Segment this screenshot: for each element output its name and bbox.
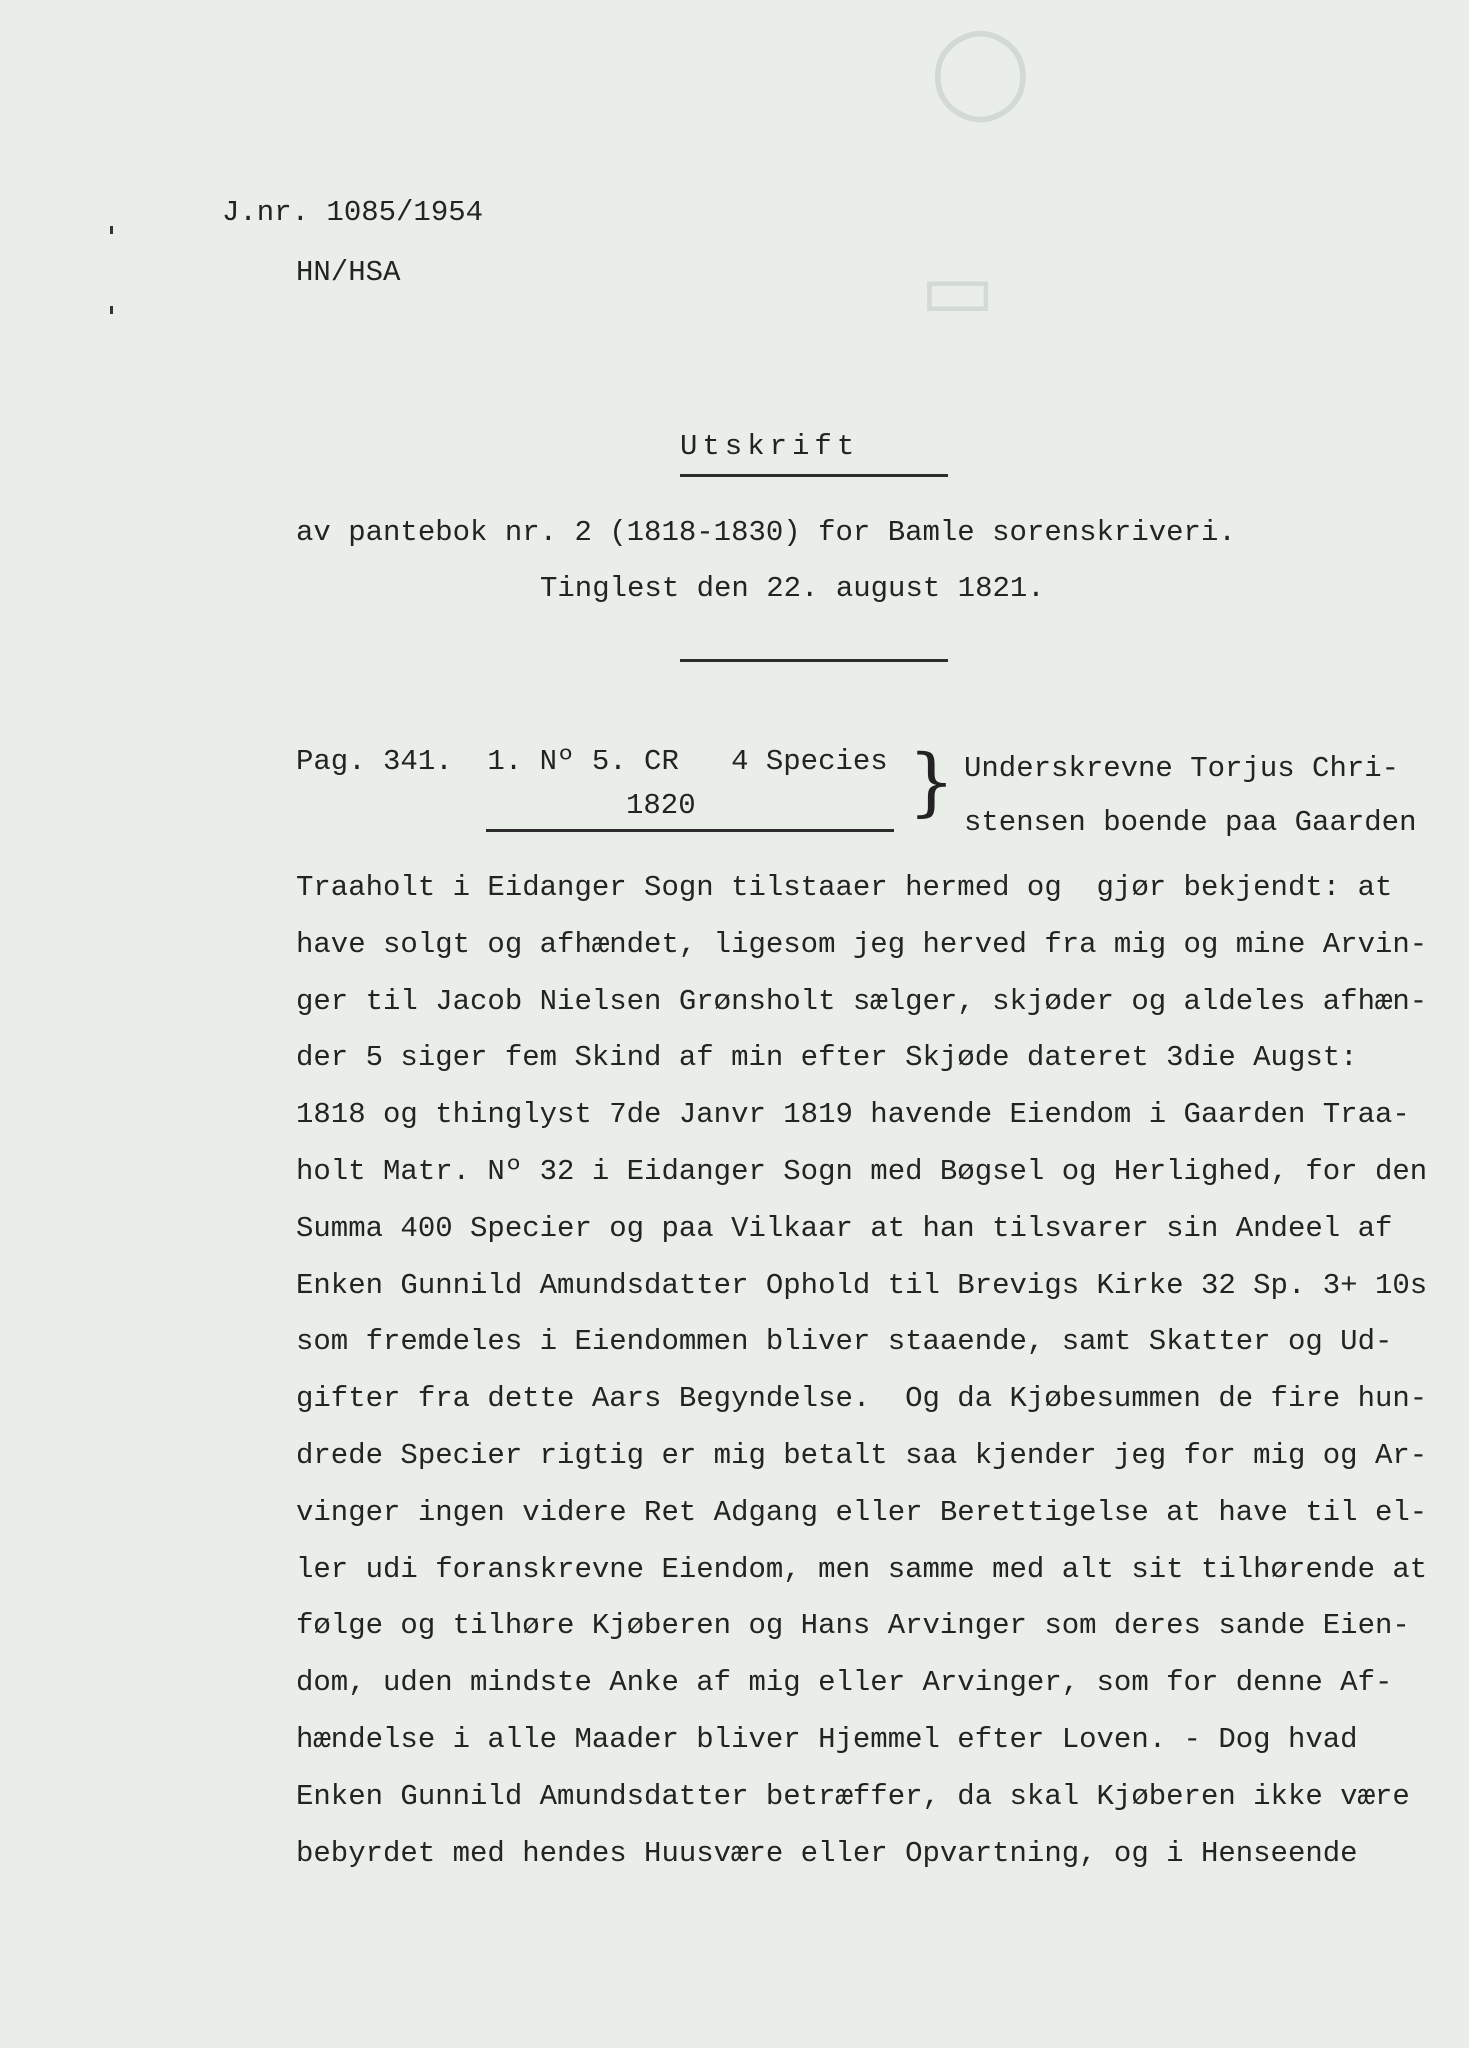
- title-underline: [680, 474, 948, 477]
- initials: HN/HSA: [296, 256, 401, 289]
- body-line: gifter fra dette Aars Begyndelse. Og da Kjøbesummen de fire hun-: [296, 1382, 1428, 1416]
- body-line: bebyrdet med hendes Huusvære eller Opvartning, og i Henseende: [296, 1836, 1358, 1870]
- page-reference: Pag. 341. 1. Nº 5. CR 4 Species: [296, 745, 888, 778]
- body-line: der 5 siger fem Skind af min efter Skjøde dateret 3die Augst:: [296, 1041, 1358, 1075]
- body-line: ler udi foranskrevne Eiendom, men samme med alt sit tilhørende at: [296, 1552, 1428, 1586]
- bleed-through-marks-2: ▭: [920, 243, 996, 336]
- body-line: Summa 400 Specier og paa Vilkaar at han tilsvarer sin Andeel af: [296, 1211, 1393, 1245]
- section-separator: [680, 659, 948, 662]
- reference-year: 1820: [626, 789, 696, 822]
- body-line: have solgt og afhændet, ligesom jeg herved fra mig og mine Arvin-: [296, 927, 1428, 961]
- brace-icon: }: [908, 739, 956, 825]
- body-line: holt Matr. Nº 32 i Eidanger Sogn med Bøgsel og Herlighed, for den: [296, 1154, 1428, 1188]
- body-line: følge og tilhøre Kjøberen og Hans Arvinger som deres sande Eien-: [296, 1609, 1410, 1643]
- body-line: drede Specier rigtig er mig betalt saa kjender jeg for mig og Ar-: [296, 1438, 1428, 1472]
- body-line: som fremdeles i Eiendommen bliver staaende, samt Skatter og Ud-: [296, 1325, 1393, 1359]
- margin-tick: [110, 226, 113, 234]
- margin-tick-2: [110, 306, 113, 314]
- body-line: vinger ingen videre Ret Adgang eller Berettigelse at have til el-: [296, 1495, 1428, 1529]
- heading-line-2: stensen boende paa Gaarden: [964, 806, 1417, 839]
- bleed-through-marks: ◯: [930, 17, 1031, 122]
- document-body: [296, 860, 1446, 1882]
- subtitle-line-2: Tinglest den 22. august 1821.: [540, 572, 1045, 605]
- page-title: Utskrift: [680, 430, 860, 463]
- heading-line-1: Underskrevne Torjus Chri-: [964, 752, 1400, 785]
- body-line: hændelse i alle Maader bliver Hjemmel efter Loven. - Dog hvad: [296, 1722, 1358, 1756]
- body-line: dom, uden mindste Anke af mig eller Arvinger, som for denne Af-: [296, 1666, 1393, 1700]
- subtitle-line-1: av pantebok nr. 2 (1818-1830) for Bamle sorenskriveri.: [296, 516, 1236, 549]
- body-line: Enken Gunnild Amundsdatter Ophold til Brevigs Kirke 32 Sp. 3+ 10s: [296, 1268, 1428, 1302]
- body-line: ger til Jacob Nielsen Grønsholt sælger, skjøder og aldeles afhæn-: [296, 984, 1428, 1018]
- body-line: Enken Gunnild Amundsdatter betræffer, da skal Kjøberen ikke være: [296, 1779, 1410, 1813]
- body-line: 1818 og thinglyst 7de Janvr 1819 havende Eiendom i Gaarden Traa-: [296, 1098, 1410, 1132]
- journal-number: J.nr. 1085/1954: [222, 196, 484, 229]
- body-line: Traaholt i Eidanger Sogn tilstaaer hermed og gjør bekjendt: at: [296, 871, 1393, 904]
- reference-underline: [486, 829, 894, 832]
